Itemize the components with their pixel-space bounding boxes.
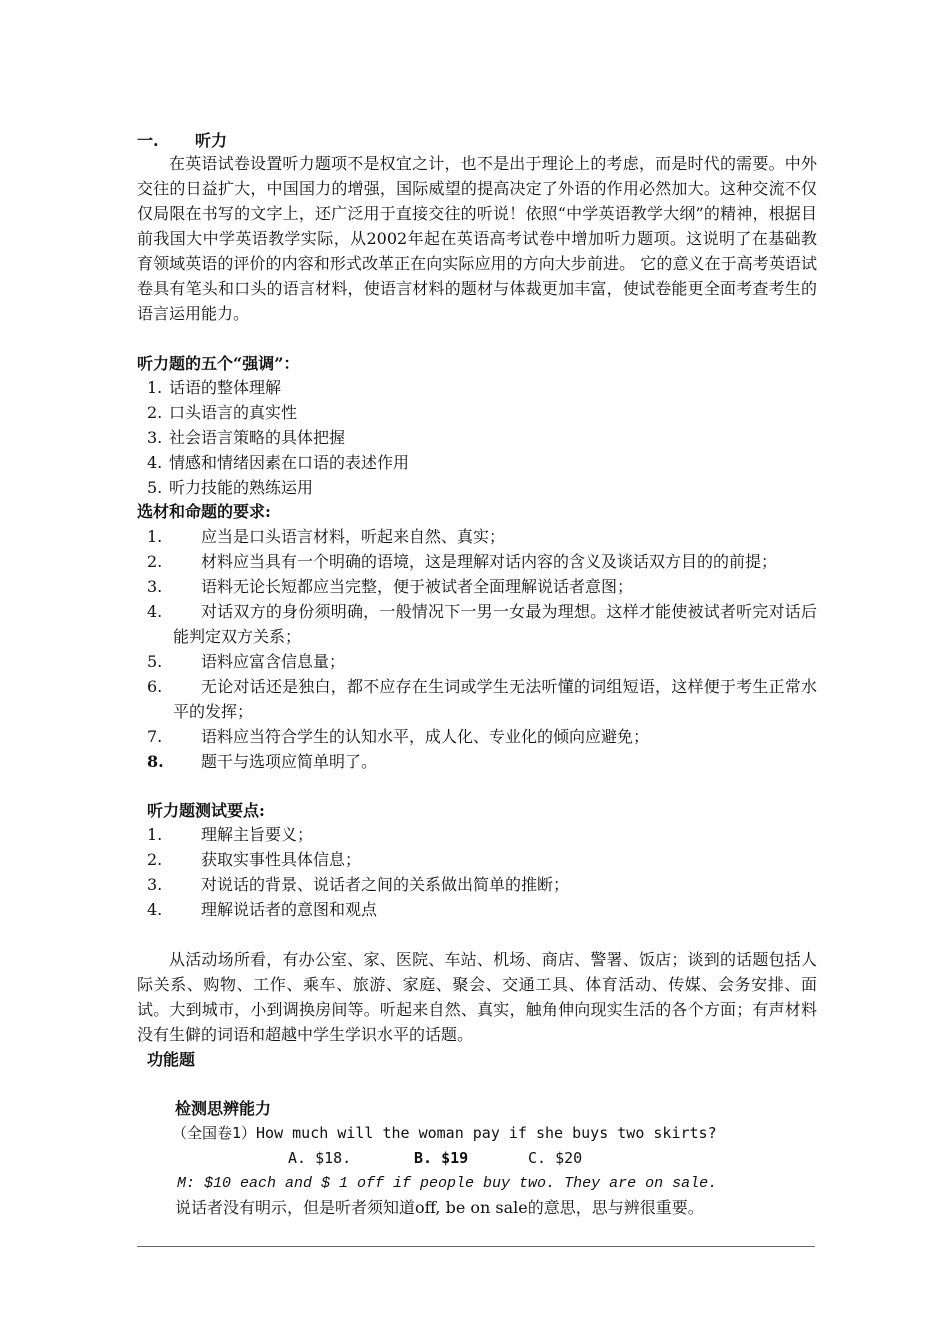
material-requirements-list (137, 524, 817, 774)
test-points-heading: 听力题测试要点: (147, 801, 265, 820)
section-title (137, 128, 227, 151)
list-item: 8. 题干与选项应简单明了。 (147, 752, 378, 771)
section-number: 一. (137, 131, 159, 150)
list-item: 2. 口头语言的真实性 (147, 403, 298, 422)
list-item: 1. 应当是口头语言材料，听起来自然、真实； (147, 527, 506, 546)
list-item: 5. 语料应富含信息量； (147, 652, 346, 671)
example-question: （全国卷1）How much will the woman pay if she buys two skirts? (172, 1124, 717, 1142)
list-item: 4. 情感和情绪因素在口语的表述作用 (147, 453, 410, 472)
list-item: 1. 话语的整体理解 (147, 378, 282, 397)
example-subheading: 检测思辨能力 (175, 1099, 272, 1118)
example-note: 说话者没有明示，但是听者须知道off, be on sale的意思，思与辨很重要。 (175, 1198, 704, 1217)
function-heading: 功能题 (147, 1050, 196, 1069)
five-emphases-heading: 听力题的五个“强调”： (137, 354, 300, 373)
example-options (288, 1146, 688, 1171)
section-title-text: 听力 (195, 131, 228, 150)
example-transcript: M: $10 each and $ 1 off if people buy two. They are on sale. (177, 1175, 718, 1192)
list-item: 2. 材料应当具有一个明确的语境，这是理解对话内容的含义及谈话双方目的的前提； (147, 552, 778, 571)
list-item: 6. 无论对话还是独白，都不应存在生词或学生无法听懂的词组短语，这样便于考生正常水平的发挥； (147, 677, 817, 721)
intro-paragraph: 在英语试卷设置听力题项不是权宜之计，也不是出于理论上的考虑，而是时代的需要。中外交往的日益扩大，中国国力的增强，国际威望的提高决定了外语的作用必然加大。这种交流不仅仅局限在书写的文字上，还广泛用于直接交往的听说！依照“中学英语教学大纲”的精神，根据目前我国大中学英语教学实际，从2002年起在英语高考试卷中增加听力题项。这说明了在基础教育领域英语的评价的内容和形式改革正在向实际应用的方向大步前进。 它的意义在于高考英语试卷具有笔头和口头的语言材料，使语言材料的题材与体裁更加丰富，使试卷能更全面考查考生的语言运用能力。 (137, 154, 817, 323)
list-item: 3. 社会语言策略的具体把握 (147, 428, 346, 447)
five-emphases-list (147, 375, 827, 500)
test-points-list (137, 822, 817, 922)
footer-divider (137, 1246, 815, 1247)
list-item: 5. 听力技能的熟练运用 (147, 478, 314, 497)
list-item: 4. 理解说话者的意图和观点 (147, 900, 378, 919)
list-item: 1. 理解主旨要义； (147, 825, 314, 844)
option-a: A. $18. (288, 1149, 352, 1167)
material-requirements-heading: 选材和命题的要求: (137, 502, 271, 521)
list-item: 7. 语料应当符合学生的认知水平，成人化、专业化的倾向应避免； (147, 727, 650, 746)
option-c: C. $20 (528, 1149, 583, 1167)
option-b: B. $19 (414, 1149, 469, 1167)
list-item: 3. 语料无论长短都应当完整，便于被试者全面理解说话者意图； (147, 577, 634, 596)
list-item: 3. 对说话的背景、说话者之间的关系做出简单的推断； (147, 875, 570, 894)
list-item: 4. 对话双方的身份须明确，一般情况下一男一女最为理想。这样才能使被试者听完对话后能判定双方关系； (147, 602, 817, 646)
scenario-paragraph: 从活动场所看，有办公室、家、医院、车站、机场、商店、警署、饭店；谈到的话题包括人际关系、购物、工作、乘车、旅游、家庭、聚会、交通工具、体育活动、传媒、会务安排、面试。大到城市，小到调换房间等。听起来自然、真实，触角伸向现实生活的各个方面；有声材料没有生僻的词语和超越中学生学识水平的话题。 (137, 950, 817, 1044)
list-item: 2. 获取实事性具体信息； (147, 850, 362, 869)
